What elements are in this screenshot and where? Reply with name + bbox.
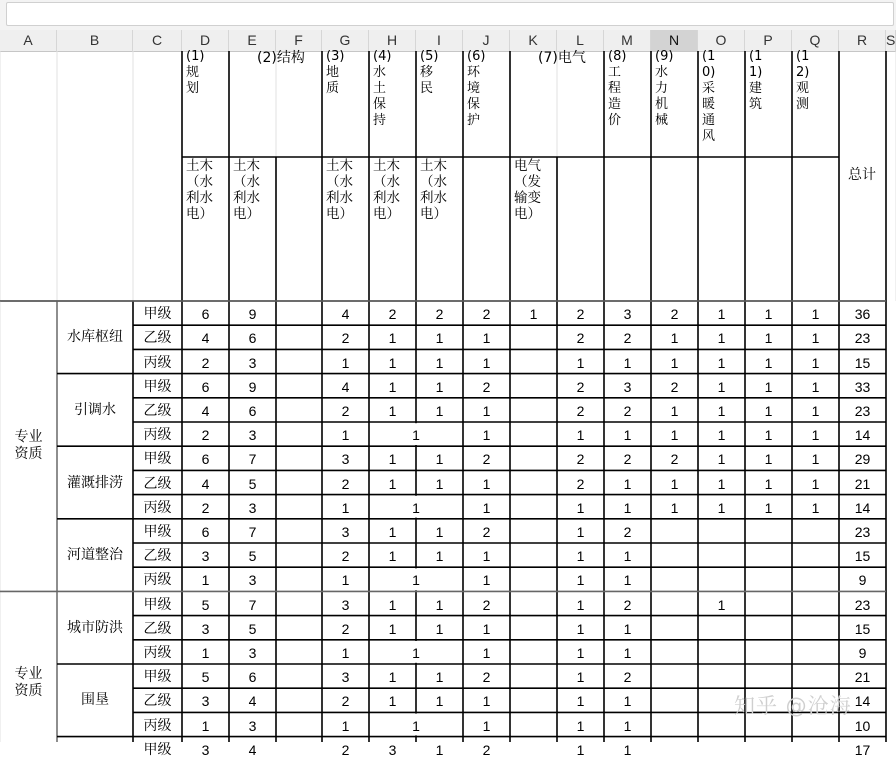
cell-q[interactable]: 1 — [811, 451, 820, 468]
cell-m[interactable]: 2 — [623, 596, 632, 613]
cell-l[interactable]: 1 — [576, 644, 585, 661]
cell-d[interactable]: 3 — [201, 693, 210, 710]
cell-i[interactable]: 1 — [435, 475, 444, 492]
cell-g[interactable]: 2 — [341, 475, 350, 492]
cell-n[interactable]: 2 — [670, 306, 679, 323]
grade-cell: 丙级 — [143, 644, 172, 661]
grade-cell: 甲级 — [143, 306, 172, 323]
cell-h[interactable]: 1 — [388, 451, 397, 468]
column-header-q[interactable]: Q — [792, 30, 839, 51]
cell-j[interactable]: 1 — [482, 693, 491, 710]
cell-q[interactable]: 1 — [811, 499, 820, 516]
cell-n[interactable]: 1 — [670, 354, 679, 371]
cell-m[interactable]: 1 — [623, 499, 632, 516]
cell-j[interactable]: 2 — [482, 596, 491, 613]
cell-e[interactable]: 6 — [248, 402, 257, 419]
cell-e[interactable]: 4 — [248, 741, 257, 758]
cell-j[interactable]: 1 — [482, 548, 491, 565]
cell-d[interactable]: 6 — [201, 306, 210, 323]
cell-p[interactable]: 1 — [764, 402, 773, 419]
cell-p[interactable]: 1 — [764, 354, 773, 371]
cell-l[interactable]: 2 — [576, 306, 585, 323]
cell-m[interactable]: 2 — [623, 330, 632, 347]
cell-m[interactable]: 1 — [623, 741, 632, 758]
grade-cell: 丙级 — [143, 717, 172, 734]
header-4: (5)移民 — [420, 49, 439, 96]
cell-j[interactable]: 2 — [482, 306, 491, 323]
grade-cell: 丙级 — [143, 427, 172, 444]
cell-hi-merged[interactable]: 1 — [412, 572, 420, 589]
cell-d[interactable]: 6 — [201, 451, 210, 468]
cell-g[interactable]: 2 — [341, 620, 350, 637]
grid-lines — [0, 51, 896, 742]
cell-p[interactable]: 1 — [764, 427, 773, 444]
cell-r[interactable]: 23 — [854, 596, 871, 613]
subheader-h: 土木（水利水电） — [373, 158, 400, 222]
grade-cell: 乙级 — [143, 620, 172, 637]
cell-j[interactable]: 1 — [482, 427, 491, 444]
cell-i[interactable]: 1 — [435, 402, 444, 419]
total-header: 总计 — [848, 167, 876, 183]
cell-g[interactable]: 1 — [341, 717, 350, 734]
cell-o[interactable]: 1 — [717, 475, 726, 492]
cell-i[interactable]: 1 — [435, 523, 444, 540]
cell-d[interactable]: 2 — [201, 427, 210, 444]
cell-g[interactable]: 4 — [341, 306, 350, 323]
cell-p[interactable]: 1 — [764, 306, 773, 323]
cell-j[interactable]: 1 — [482, 499, 491, 516]
cell-h[interactable]: 1 — [388, 669, 397, 686]
cell-k[interactable]: 1 — [529, 306, 538, 323]
category-label: 灌溉排涝 — [67, 474, 123, 491]
cell-g[interactable]: 2 — [341, 693, 350, 710]
cell-j[interactable]: 1 — [482, 475, 491, 492]
cell-g[interactable]: 3 — [341, 523, 350, 540]
cell-i[interactable]: 1 — [435, 378, 444, 395]
cell-i[interactable]: 1 — [435, 354, 444, 371]
cell-j[interactable]: 1 — [482, 354, 491, 371]
cell-j[interactable]: 1 — [482, 717, 491, 734]
category-label: 围垦 — [81, 692, 109, 709]
grade-cell: 乙级 — [143, 548, 172, 565]
cell-q[interactable]: 1 — [811, 330, 820, 347]
cell-q[interactable]: 1 — [811, 475, 820, 492]
cell-j[interactable]: 2 — [482, 741, 491, 758]
cell-r[interactable]: 14 — [854, 499, 871, 516]
cell-r[interactable]: 21 — [854, 475, 871, 492]
cell-i[interactable]: 1 — [435, 596, 444, 613]
grade-cell: 丙级 — [143, 354, 172, 371]
column-header-h[interactable]: H — [369, 30, 416, 51]
cell-i[interactable]: 1 — [435, 330, 444, 347]
cell-p[interactable]: 1 — [764, 378, 773, 395]
cell-hi-merged[interactable]: 1 — [412, 717, 420, 734]
cell-g[interactable]: 1 — [341, 427, 350, 444]
cell-l[interactable]: 1 — [576, 620, 585, 637]
grade-cell: 甲级 — [143, 741, 172, 758]
cell-m[interactable]: 1 — [623, 354, 632, 371]
cell-l[interactable]: 1 — [576, 499, 585, 516]
cell-i[interactable]: 1 — [435, 620, 444, 637]
cell-e[interactable]: 9 — [248, 378, 257, 395]
cell-n[interactable]: 1 — [670, 402, 679, 419]
cell-j[interactable]: 2 — [482, 451, 491, 468]
cell-g[interactable]: 2 — [341, 330, 350, 347]
cell-m[interactable]: 1 — [623, 620, 632, 637]
category-label: 河道整治 — [67, 547, 123, 564]
cell-h[interactable]: 1 — [388, 523, 397, 540]
column-header-i[interactable]: I — [416, 30, 463, 51]
cell-d[interactable]: 2 — [201, 354, 210, 371]
cell-o[interactable]: 1 — [717, 451, 726, 468]
column-header-m[interactable]: M — [604, 30, 651, 51]
column-header-c[interactable]: C — [133, 30, 182, 51]
cell-r[interactable]: 10 — [854, 717, 871, 734]
cell-o[interactable]: 1 — [717, 330, 726, 347]
cell-e[interactable]: 3 — [248, 427, 257, 444]
cell-h[interactable]: 2 — [388, 306, 397, 323]
cell-n[interactable]: 1 — [670, 427, 679, 444]
cell-e[interactable]: 6 — [248, 669, 257, 686]
cell-m[interactable]: 1 — [623, 475, 632, 492]
cell-hi-merged[interactable]: 1 — [412, 644, 420, 661]
column-header-j[interactable]: J — [463, 30, 510, 51]
column-header-d[interactable]: D — [182, 30, 229, 51]
cell-i[interactable]: 1 — [435, 741, 444, 758]
cell-o[interactable]: 1 — [717, 354, 726, 371]
column-header-n[interactable]: N — [651, 30, 698, 51]
category-label: 引调水 — [74, 401, 116, 418]
grade-cell: 甲级 — [143, 596, 172, 613]
cell-d[interactable]: 5 — [201, 669, 210, 686]
cell-j[interactable]: 1 — [482, 330, 491, 347]
cell-g[interactable]: 3 — [341, 596, 350, 613]
cell-g[interactable]: 2 — [341, 741, 350, 758]
cell-r[interactable]: 9 — [858, 572, 867, 589]
header-11: (12)观测 — [796, 49, 810, 112]
cell-n[interactable]: 1 — [670, 475, 679, 492]
column-header-l[interactable]: L — [557, 30, 604, 51]
header-9: (10)采暖通风 — [702, 49, 716, 144]
cell-m[interactable]: 3 — [623, 378, 632, 395]
cell-m[interactable]: 2 — [623, 451, 632, 468]
cell-g[interactable]: 3 — [341, 451, 350, 468]
subheader-e: 土木（水利水电） — [233, 158, 260, 222]
cell-o[interactable]: 1 — [717, 378, 726, 395]
grade-cell: 丙级 — [143, 499, 172, 516]
cell-m[interactable]: 1 — [623, 644, 632, 661]
header-10: (11)建筑 — [749, 49, 763, 112]
cell-m[interactable]: 1 — [623, 693, 632, 710]
cell-l[interactable]: 1 — [576, 354, 585, 371]
cell-o[interactable]: 1 — [717, 596, 726, 613]
cell-d[interactable]: 3 — [201, 741, 210, 758]
subheader-k: 电气（发输变电） — [514, 158, 541, 222]
cell-p[interactable]: 1 — [764, 330, 773, 347]
cell-e[interactable]: 7 — [248, 596, 257, 613]
cell-e[interactable]: 3 — [248, 572, 257, 589]
cell-q[interactable]: 1 — [811, 354, 820, 371]
cell-h[interactable]: 1 — [388, 693, 397, 710]
cell-r[interactable]: 15 — [854, 620, 871, 637]
header-1: (2)结构 — [257, 50, 305, 66]
cell-m[interactable]: 1 — [623, 572, 632, 589]
cell-p[interactable]: 1 — [764, 499, 773, 516]
cell-d[interactable]: 6 — [201, 523, 210, 540]
subheader-g: 土木（水利水电） — [326, 158, 353, 222]
column-header-s[interactable]: S — [886, 30, 896, 51]
cell-h[interactable]: 1 — [388, 330, 397, 347]
cell-l[interactable]: 1 — [576, 427, 585, 444]
cell-h[interactable]: 1 — [388, 475, 397, 492]
grade-cell: 甲级 — [143, 378, 172, 395]
cell-r[interactable]: 17 — [854, 741, 871, 758]
cell-r[interactable]: 23 — [854, 523, 871, 540]
cell-q[interactable]: 1 — [811, 306, 820, 323]
cell-l[interactable]: 1 — [576, 523, 585, 540]
cell-r[interactable]: 29 — [854, 451, 871, 468]
cell-j[interactable]: 1 — [482, 644, 491, 661]
cell-h[interactable]: 1 — [388, 596, 397, 613]
cell-i[interactable]: 2 — [435, 306, 444, 323]
cell-m[interactable]: 1 — [623, 717, 632, 734]
cell-o[interactable]: 1 — [717, 306, 726, 323]
cell-l[interactable]: 2 — [576, 402, 585, 419]
cell-h[interactable]: 1 — [388, 548, 397, 565]
cell-l[interactable]: 1 — [576, 717, 585, 734]
cell-e[interactable]: 5 — [248, 620, 257, 637]
group-label: 专业资质 — [14, 429, 43, 463]
cell-r[interactable]: 9 — [858, 644, 867, 661]
cell-d[interactable]: 6 — [201, 378, 210, 395]
subheader-d: 土木（水利水电） — [186, 158, 213, 222]
column-header-e[interactable]: E — [229, 30, 276, 51]
cell-r[interactable]: 21 — [854, 669, 871, 686]
column-header-p[interactable]: P — [745, 30, 792, 51]
cell-l[interactable]: 1 — [576, 693, 585, 710]
cell-l[interactable]: 1 — [576, 548, 585, 565]
column-header-k[interactable]: K — [510, 30, 557, 51]
cell-m[interactable]: 2 — [623, 402, 632, 419]
grade-cell: 乙级 — [143, 475, 172, 492]
cell-e[interactable]: 3 — [248, 644, 257, 661]
cell-r[interactable]: 33 — [854, 378, 871, 395]
cell-g[interactable]: 1 — [341, 354, 350, 371]
cell-r[interactable]: 23 — [854, 330, 871, 347]
cell-e[interactable]: 3 — [248, 717, 257, 734]
header-7: (8)工程造价 — [608, 49, 627, 128]
cell-i[interactable]: 1 — [435, 693, 444, 710]
cell-p[interactable]: 1 — [764, 451, 773, 468]
header-8: (9)水力机械 — [655, 49, 674, 128]
grade-cell: 丙级 — [143, 572, 172, 589]
grade-cell: 甲级 — [143, 669, 172, 686]
cell-l[interactable]: 2 — [576, 330, 585, 347]
cell-m[interactable]: 1 — [623, 548, 632, 565]
header-3: (4)水土保持 — [373, 49, 392, 128]
column-header-a[interactable]: A — [0, 30, 57, 51]
cell-q[interactable]: 1 — [811, 427, 820, 444]
cell-m[interactable]: 3 — [623, 306, 632, 323]
cell-i[interactable]: 1 — [435, 669, 444, 686]
cell-d[interactable]: 1 — [201, 644, 210, 661]
cell-l[interactable]: 1 — [576, 596, 585, 613]
cell-o[interactable]: 1 — [717, 427, 726, 444]
cell-j[interactable]: 1 — [482, 620, 491, 637]
grade-cell: 甲级 — [143, 451, 172, 468]
cell-g[interactable]: 2 — [341, 548, 350, 565]
toolbar-area — [0, 0, 896, 31]
cell-e[interactable]: 4 — [248, 693, 257, 710]
cell-m[interactable]: 2 — [623, 669, 632, 686]
cell-e[interactable]: 5 — [248, 475, 257, 492]
column-header-r[interactable]: R — [839, 30, 886, 51]
cell-n[interactable]: 2 — [670, 451, 679, 468]
cell-l[interactable]: 1 — [576, 572, 585, 589]
column-header-b[interactable]: B — [57, 30, 133, 51]
cell-d[interactable]: 3 — [201, 548, 210, 565]
cell-n[interactable]: 2 — [670, 378, 679, 395]
cell-n[interactable]: 1 — [670, 330, 679, 347]
cell-l[interactable]: 2 — [576, 451, 585, 468]
cell-i[interactable]: 1 — [435, 451, 444, 468]
cell-j[interactable]: 1 — [482, 402, 491, 419]
cell-n[interactable]: 1 — [670, 499, 679, 516]
cell-r[interactable]: 36 — [854, 306, 871, 323]
cell-j[interactable]: 2 — [482, 669, 491, 686]
cell-i[interactable]: 1 — [435, 548, 444, 565]
grade-cell: 乙级 — [143, 402, 172, 419]
cell-m[interactable]: 2 — [623, 523, 632, 540]
cell-m[interactable]: 1 — [623, 427, 632, 444]
cell-o[interactable]: 1 — [717, 499, 726, 516]
cell-r[interactable]: 14 — [854, 693, 871, 710]
cell-d[interactable]: 3 — [201, 620, 210, 637]
cell-h[interactable]: 1 — [388, 354, 397, 371]
watermark: 知乎 @沧海 — [734, 694, 852, 718]
formula-bar[interactable] — [6, 2, 894, 26]
cell-d[interactable]: 5 — [201, 596, 210, 613]
cell-g[interactable]: 1 — [341, 572, 350, 589]
cell-d[interactable]: 4 — [201, 402, 210, 419]
cell-e[interactable]: 9 — [248, 306, 257, 323]
cell-hi-merged[interactable]: 1 — [412, 427, 420, 444]
category-label: 城市防洪 — [67, 619, 123, 636]
cell-q[interactable]: 1 — [811, 378, 820, 395]
cell-g[interactable]: 1 — [341, 644, 350, 661]
header-5: (6)环境保护 — [467, 49, 486, 128]
header-2: (3)地质 — [326, 49, 345, 96]
cell-p[interactable]: 1 — [764, 475, 773, 492]
cell-l[interactable]: 1 — [576, 741, 585, 758]
cell-e[interactable]: 5 — [248, 548, 257, 565]
cell-g[interactable]: 3 — [341, 669, 350, 686]
cell-l[interactable]: 1 — [576, 669, 585, 686]
header-6: (7)电气 — [538, 50, 586, 66]
cell-g[interactable]: 1 — [341, 499, 350, 516]
cell-d[interactable]: 2 — [201, 499, 210, 516]
cell-d[interactable]: 1 — [201, 717, 210, 734]
cell-d[interactable]: 4 — [201, 475, 210, 492]
cell-l[interactable]: 2 — [576, 378, 585, 395]
cell-e[interactable]: 7 — [248, 451, 257, 468]
cell-r[interactable]: 23 — [854, 402, 871, 419]
cell-e[interactable]: 7 — [248, 523, 257, 540]
column-header-o[interactable]: O — [698, 30, 745, 51]
cell-e[interactable]: 3 — [248, 354, 257, 371]
cell-r[interactable]: 15 — [854, 354, 871, 371]
cell-h[interactable]: 1 — [388, 620, 397, 637]
cell-j[interactable]: 1 — [482, 572, 491, 589]
category-label: 水库枢纽 — [67, 329, 123, 346]
column-header-g[interactable]: G — [322, 30, 369, 51]
column-header-f[interactable]: F — [276, 30, 322, 51]
cell-r[interactable]: 15 — [854, 548, 871, 565]
group-label: 专业资质 — [14, 666, 43, 700]
cell-j[interactable]: 2 — [482, 523, 491, 540]
cell-g[interactable]: 4 — [341, 378, 350, 395]
spreadsheet-grid[interactable] — [0, 49, 896, 758]
grade-cell: 乙级 — [143, 330, 172, 347]
cell-h[interactable]: 3 — [388, 741, 397, 758]
grade-cell: 乙级 — [143, 693, 172, 710]
cell-e[interactable]: 6 — [248, 330, 257, 347]
cell-hi-merged[interactable]: 1 — [412, 499, 420, 516]
cell-l[interactable]: 2 — [576, 475, 585, 492]
cell-r[interactable]: 14 — [854, 427, 871, 444]
cell-o[interactable]: 1 — [717, 402, 726, 419]
header-0: (1)规划 — [186, 49, 205, 96]
cell-j[interactable]: 2 — [482, 378, 491, 395]
cell-h[interactable]: 1 — [388, 402, 397, 419]
grade-cell: 甲级 — [143, 523, 172, 540]
cell-d[interactable]: 4 — [201, 330, 210, 347]
cell-d[interactable]: 1 — [201, 572, 210, 589]
cell-g[interactable]: 2 — [341, 402, 350, 419]
cell-h[interactable]: 1 — [388, 378, 397, 395]
subheader-i: 土木（水利水电） — [420, 158, 447, 222]
cell-q[interactable]: 1 — [811, 402, 820, 419]
cell-e[interactable]: 3 — [248, 499, 257, 516]
